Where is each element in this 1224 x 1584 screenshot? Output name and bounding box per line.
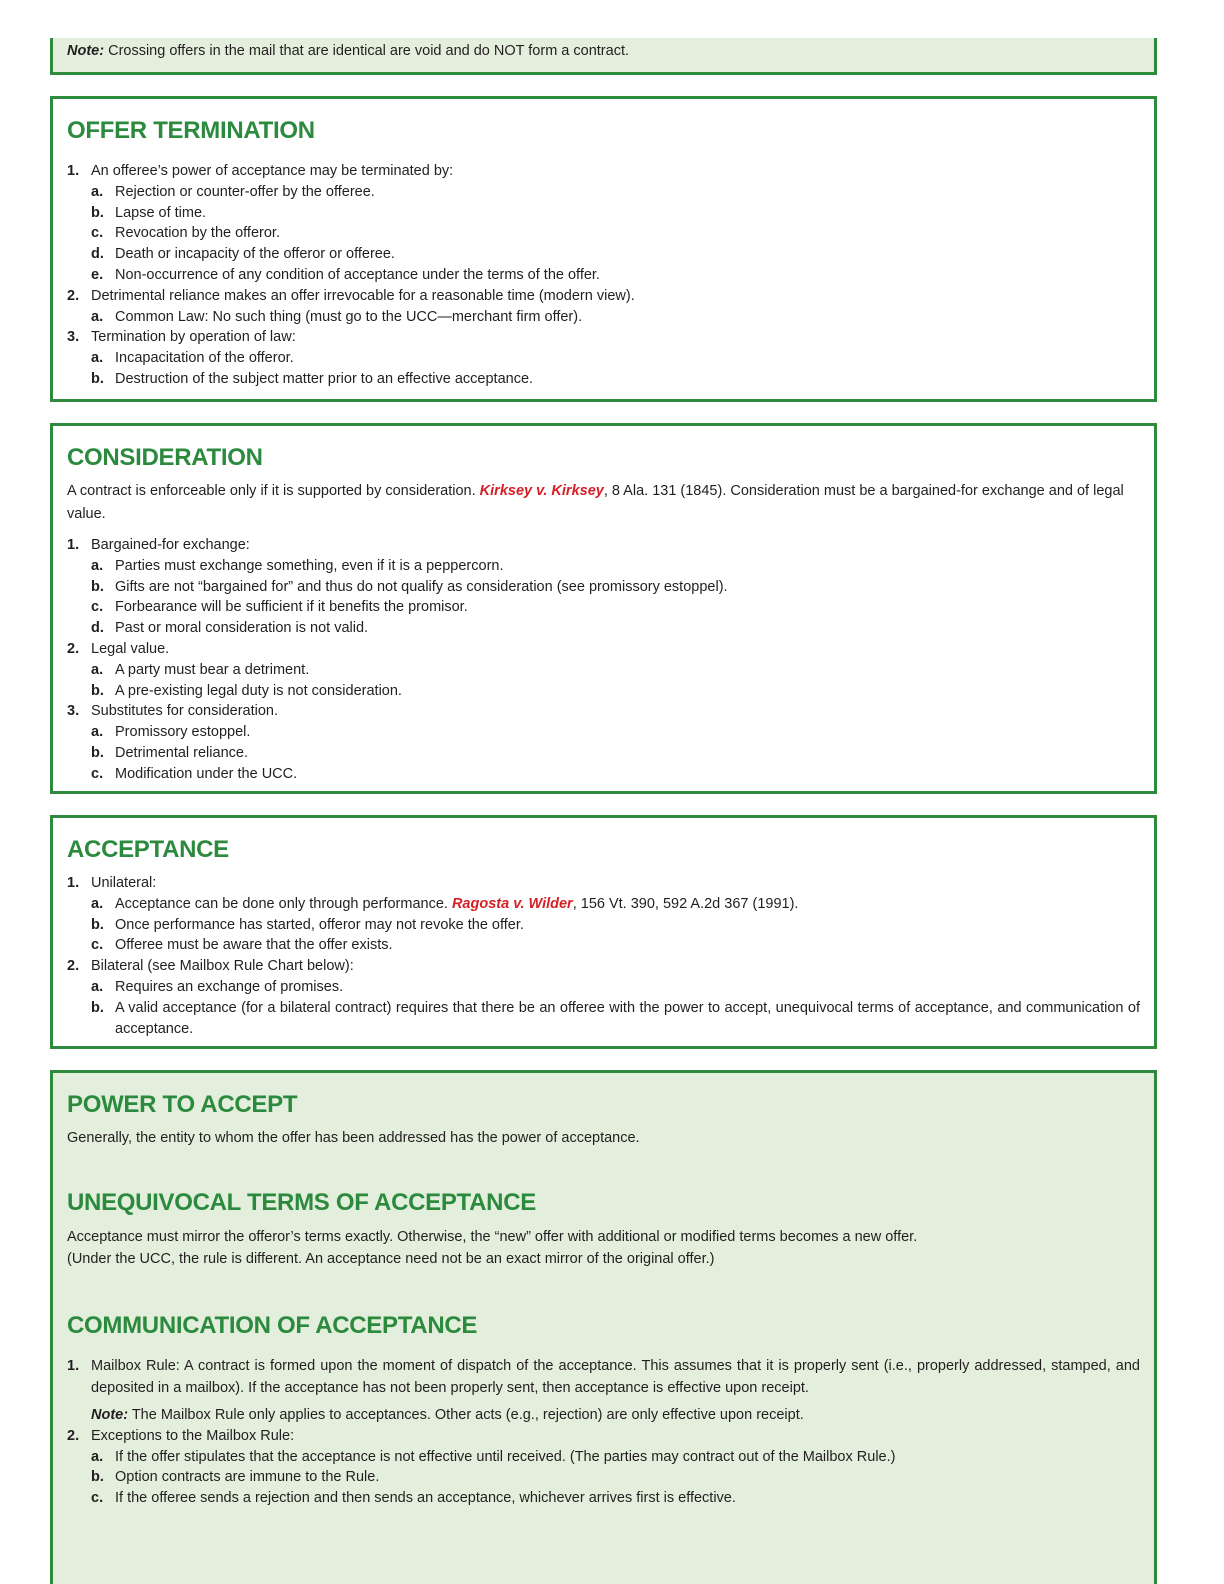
list-subitem: b. Destruction of the subject matter prior to an effective acceptance. <box>91 370 534 387</box>
consideration-section <box>50 423 1157 794</box>
power-to-accept-text: Generally, the entity to whom the offer has been addressed has the power of acceptance. <box>67 1130 640 1146</box>
list-subitem: b. Option contracts are immune to the Rule. <box>91 1469 380 1486</box>
case-citation: Kirksey v. Kirksey <box>479 483 604 499</box>
section-title: OFFER TERMINATION <box>67 117 315 144</box>
list-subitem: d. Death or incapacity of the offeror or offeree. <box>91 246 395 263</box>
list-item: 2. Detrimental reliance makes an offer irrevocable for a reasonable time (modern view). <box>67 287 635 304</box>
communication-title: COMMUNICATION OF ACCEPTANCE <box>67 1312 478 1339</box>
list-subitem: a. Acceptance can be done only through performance. Ragosta v. Wilder, 156 Vt. 390, 592 A.2d 367 (1991). <box>91 895 799 912</box>
acceptance-list <box>67 873 1140 1039</box>
list-subitem: a. Rejection or counter-offer by the offeree. <box>91 183 375 200</box>
acceptance-details-section <box>50 1070 1157 1584</box>
section-title: CONSIDERATION <box>67 444 263 471</box>
list-subitem: c. Forbearance will be sufficient if it benefits the promisor. <box>91 599 468 616</box>
list-subitem: c. Offeree must be aware that the offer exists. <box>91 937 393 954</box>
unequivocal-terms-line2: (Under the UCC, the rule is different. An acceptance need not be an exact mirror of the original offer.) <box>67 1251 715 1267</box>
list-subitem: b. Gifts are not “bargained for” and thus do not qualify as consideration (see promissory estoppel). <box>91 578 728 595</box>
list-item: 1. Bargained-for exchange: <box>67 537 250 553</box>
offer-termination-section <box>50 96 1157 402</box>
unequivocal-terms-title: UNEQUIVOCAL TERMS OF ACCEPTANCE <box>67 1189 536 1216</box>
section-title: ACCEPTANCE <box>67 836 229 863</box>
case-citation: Ragosta v. Wilder <box>451 895 573 912</box>
top-note-box <box>50 38 1157 75</box>
list-subitem: b. Lapse of time. <box>91 204 207 221</box>
list-item: 2. Exceptions to the Mailbox Rule: <box>67 1427 295 1444</box>
unequivocal-terms-line1: Acceptance must mirror the offeror’s terms exactly. Otherwise, the “new” offer with additional or modified terms becomes a new offer. <box>67 1229 918 1245</box>
list-item: 2. Legal value. <box>67 640 170 657</box>
acceptance-section <box>50 815 1157 1049</box>
list-subitem: b. Detrimental reliance. <box>91 744 248 761</box>
list-subitem: b. A valid acceptance (for a bilateral contract) requires that there be an offeree with the power to accept, unequivocal terms of acceptance, and communication of acceptance. <box>91 999 1140 1037</box>
communication-list <box>67 1356 1140 1509</box>
list-subitem: b. A pre-existing legal duty is not consideration. <box>91 682 402 699</box>
list-subitem: a. Requires an exchange of promises. <box>91 978 344 995</box>
list-subitem: e. Non-occurrence of any condition of acceptance under the terms of the offer. <box>91 266 600 283</box>
list-subitem: a. Common Law: No such thing (must go to the UCC—merchant firm offer). <box>91 308 583 325</box>
list-item: 1. Unilateral: <box>67 875 157 891</box>
list-item: 3. Substitutes for consideration. <box>67 703 278 720</box>
list-item: 1. An offeree’s power of acceptance may be terminated by: <box>67 163 454 179</box>
list-subitem: a. A party must bear a detriment. <box>91 661 310 678</box>
list-subitem: a. Parties must exchange something, even if it is a peppercorn. <box>91 557 504 574</box>
mailbox-note: Note: The Mailbox Rule only applies to acceptances. Other acts (e.g., rejection) are only effective upon receipt. <box>91 1407 804 1423</box>
list-subitem: b. Once performance has started, offeror may not revoke the offer. <box>91 916 524 933</box>
offer-termination-list <box>67 161 1140 390</box>
list-item: 2. Bilateral (see Mailbox Rule Chart below): <box>67 958 354 975</box>
consideration-list <box>67 535 1140 785</box>
power-to-accept-title: POWER TO ACCEPT <box>67 1091 298 1118</box>
list-subitem: a. If the offer stipulates that the acceptance is not effective until received. (The parties may contract out of the Mailbox Rule.) <box>91 1448 896 1465</box>
list-subitem: c. Modification under the UCC. <box>91 765 298 782</box>
list-subitem: a. Promissory estoppel. <box>91 724 251 741</box>
list-subitem: d. Past or moral consideration is not valid. <box>91 620 369 637</box>
list-subitem: c. Revocation by the offeror. <box>91 225 280 242</box>
list-item: 3. Termination by operation of law: <box>67 329 296 346</box>
consideration-intro: A contract is enforceable only if it is supported by consideration. Kirksey v. Kirksey, 8 Ala. 131 (1845). Consideration must be a bargained-for exchange and of legal value. <box>67 483 1124 522</box>
list-item: 1. Mailbox Rule: A contract is formed upon the moment of dispatch of the acceptance. This assumes that it is properly sent (i.e., properly addressed, stamped, and deposited in a mailbox). If the acceptance has not been properly sent, then acceptance is effective upon receipt. <box>67 1358 1140 1396</box>
list-subitem: a. Incapacitation of the offeror. <box>91 350 294 367</box>
top-note: Note: Crossing offers in the mail that are identical are void and do NOT form a contract. <box>67 43 630 59</box>
list-subitem: c. If the offeree sends a rejection and then sends an acceptance, whichever arrives first is effective. <box>91 1490 736 1507</box>
